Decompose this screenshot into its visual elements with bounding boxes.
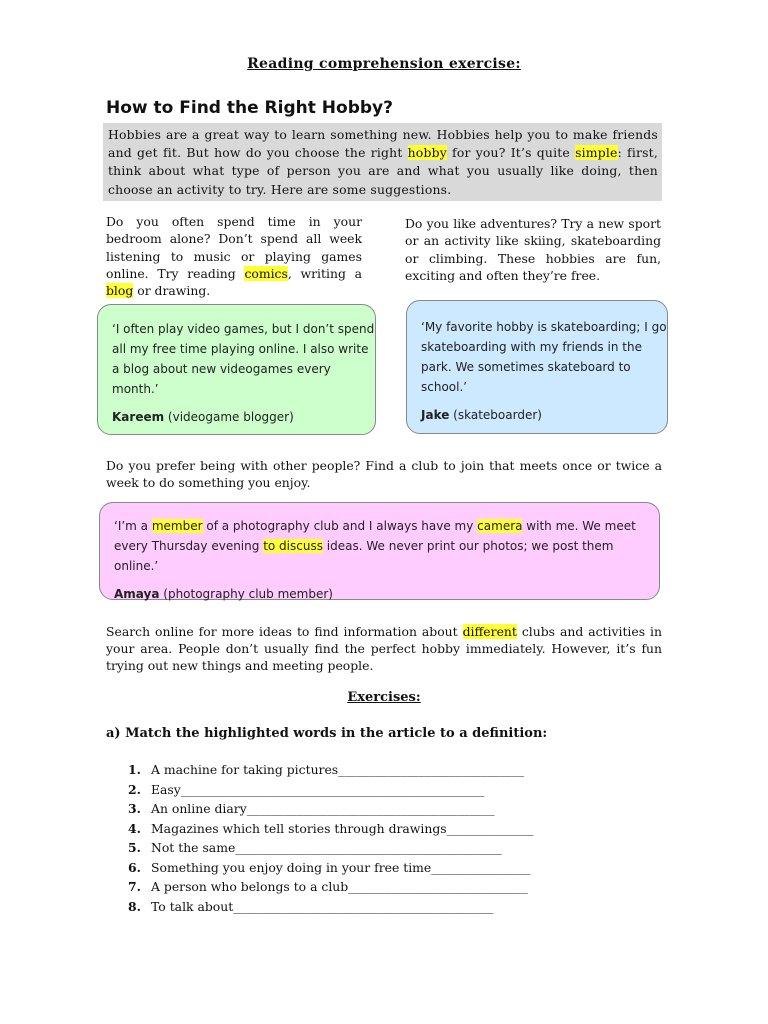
intro-paragraph: Hobbies are a great way to learn something new. Hobbies help you to make friends and get fit. But how do you choose the right hobby for you? It’s quite simple: first, think about what type of person you are and what you usually like doing, then choose an activity to try. Here are some suggestions. bbox=[103, 123, 662, 201]
paragraph-search: Search online for more ideas to find information about different clubs and activities in your area. People don’t usually find the perfect hobby immediately. However, it’s fun trying out new things and meeting people. bbox=[106, 624, 662, 673]
highlight-to-discuss: to discuss bbox=[263, 539, 323, 553]
exercise-item[interactable]: 8. To talk about__________________________________________ bbox=[128, 898, 494, 914]
highlight-different: different bbox=[462, 624, 517, 639]
highlight-member: member bbox=[151, 519, 203, 533]
quote-amaya-text: ‘I’m a member of a photography club and I always have my camera with me. We meet every Thursday evening to discuss ideas. We never print our photos; we post them online.’ bbox=[114, 519, 636, 573]
paragraph-adventures: Do you like adventures? Try a new sport or an activity like skiing, skateboarding or climbing. These hobbies are fun, exciting and often they’re free. bbox=[405, 216, 661, 283]
paragraph-bedroom: Do you often spend time in your bedroom alone? Don’t spend all week listening to music or playing games online. Try reading comics, writing a blog or drawing. bbox=[106, 214, 362, 299]
exercise-item[interactable]: 3. An online diary________________________________________ bbox=[128, 801, 495, 816]
exercise-item[interactable]: 2. Easy_________________________________________________ bbox=[128, 781, 485, 797]
exercise-a-instruction: a) Match the highlighted words in the article to a definition: bbox=[106, 726, 548, 741]
quote-kareem-author: Kareem (videogame blogger) bbox=[112, 410, 294, 424]
exercise-item[interactable]: 7. A person who belongs to a club_____________________________ bbox=[128, 879, 528, 894]
quote-jake-author: Jake (skateboarder) bbox=[421, 408, 542, 422]
quote-bubble-jake bbox=[406, 300, 668, 434]
highlight-blog: blog bbox=[106, 283, 134, 299]
highlight-simple: simple bbox=[575, 145, 618, 161]
worksheet-title: Reading comprehension exercise: bbox=[247, 56, 521, 72]
quote-bubble-kareem bbox=[97, 304, 376, 435]
exercises-title: Exercises: bbox=[347, 690, 421, 705]
quote-amaya-author: Amaya (photography club member) bbox=[114, 587, 333, 601]
exercise-item[interactable]: 5. Not the same___________________________________________ bbox=[128, 840, 502, 855]
highlight-comics: comics bbox=[244, 265, 288, 281]
exercise-item[interactable]: 6. Something you enjoy doing in your free time________________ bbox=[128, 859, 531, 875]
article-heading: How to Find the Right Hobby? bbox=[106, 98, 393, 118]
quote-jake-text: ‘My favorite hobby is skateboarding; I go skateboarding with my friends in the park. We sometimes skateboard to school.’ bbox=[421, 320, 667, 394]
exercise-item[interactable]: 1. A machine for taking pictures______________________________ bbox=[128, 762, 525, 777]
highlight-camera: camera bbox=[477, 519, 523, 533]
highlight-hobby: hobby bbox=[407, 145, 447, 161]
quote-kareem-text: ‘I often play video games, but I don’t spend all my free time playing online. I also write a blog about new videogames every month.’ bbox=[112, 322, 375, 396]
quote-bubble-amaya bbox=[99, 502, 660, 600]
exercise-list bbox=[128, 760, 533, 916]
exercise-item[interactable]: 4. Magazines which tell stories through drawings______________ bbox=[128, 820, 534, 836]
paragraph-club: Do you prefer being with other people? Find a club to join that meets once or twice a week to do something you enjoy. bbox=[106, 458, 662, 490]
